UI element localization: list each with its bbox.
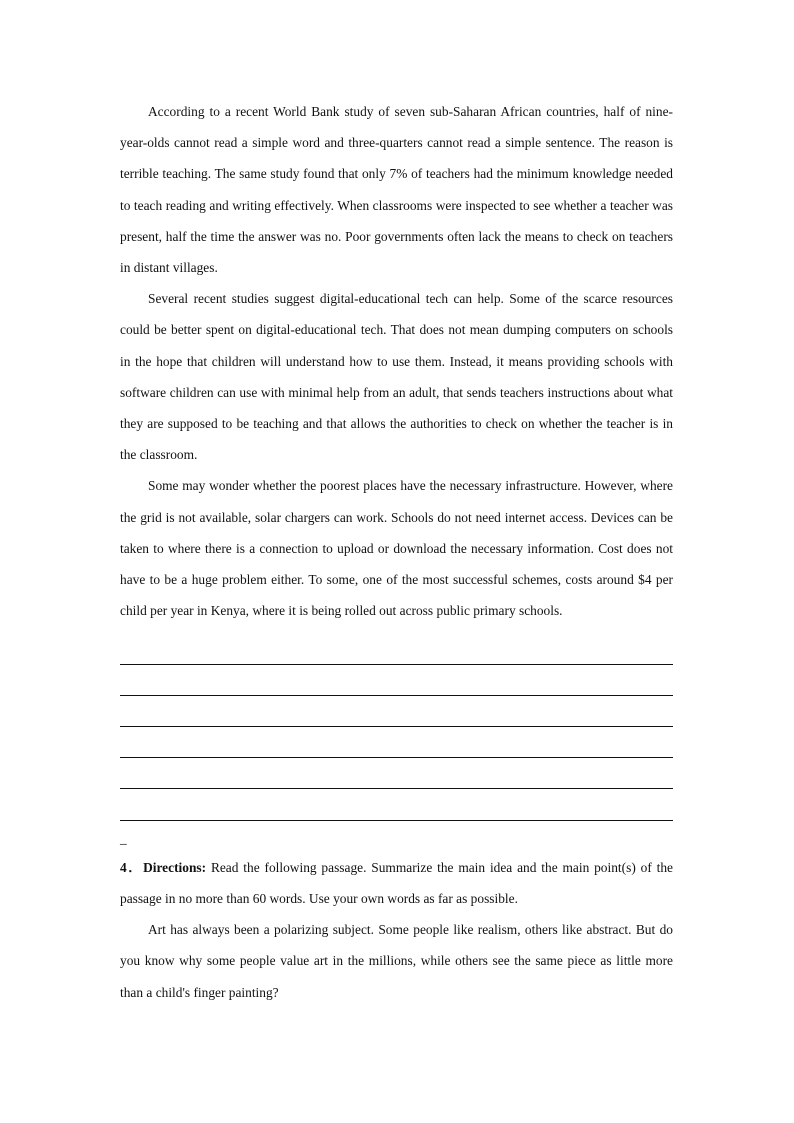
directions-text: Read the following passage. Summarize the main idea and the main point(s) of the passage in no more than 60 words. Use your own words as far as possible. — [120, 859, 673, 906]
answer-line[interactable] — [120, 789, 673, 820]
question-4-paragraph: Art has always been a polarizing subject. Some people like realism, others like abstract. But do you know why some people value art in the millions, while others see the same piece as little more than a child's finger painting? — [120, 922, 673, 1000]
answer-line[interactable] — [120, 696, 673, 727]
answer-line[interactable] — [120, 727, 673, 758]
passage-paragraph-3: Some may wonder whether the poorest places have the necessary infrastructure. However, where the grid is not available, solar chargers can work. Schools do not need internet access. Devices can be taken to where there is a connection to upload or download the necessary information. Cost does not have to be a huge problem either. To some, one of the most successful schemes, costs around $4 per child per year in Kenya, where it is being rolled out across public primary schools. — [120, 478, 673, 619]
answer-line[interactable] — [120, 758, 673, 789]
answer-line[interactable] — [120, 665, 673, 696]
question-4-directions — [120, 852, 673, 914]
directions-label: Directions: — [143, 859, 207, 875]
answer-line[interactable] — [120, 633, 673, 664]
question-number: 4． — [120, 859, 144, 875]
passage-paragraph-1: According to a recent World Bank study of seven sub-Saharan African countries, half of nine-year-olds cannot read a simple word and three-quarters cannot read a simple sentence. The reason is terrible teaching. The same study found that only 7% of teachers had the minimum knowledge needed to teach reading and writing effectively. When classrooms were inspected to see whether a teacher was present, half the time the answer was no. Poor governments often lack the means to check on teachers in distant villages. — [120, 104, 673, 276]
answer-lines — [120, 633, 673, 820]
trailing-mark: _ — [120, 830, 127, 846]
passage-paragraph-2: Several recent studies suggest digital-educational tech can help. Some of the scarce resources could be better spent on digital-educational tech. That does not mean dumping computers on schools in the hope that children will understand how to use them. Instead, it means providing schools with software children can use with minimal help from an adult, that sends teachers instructions about what they are supposed to be teaching and that allows the authorities to check on whether the teacher is in the classroom. — [120, 291, 673, 463]
document-body — [120, 96, 673, 1008]
